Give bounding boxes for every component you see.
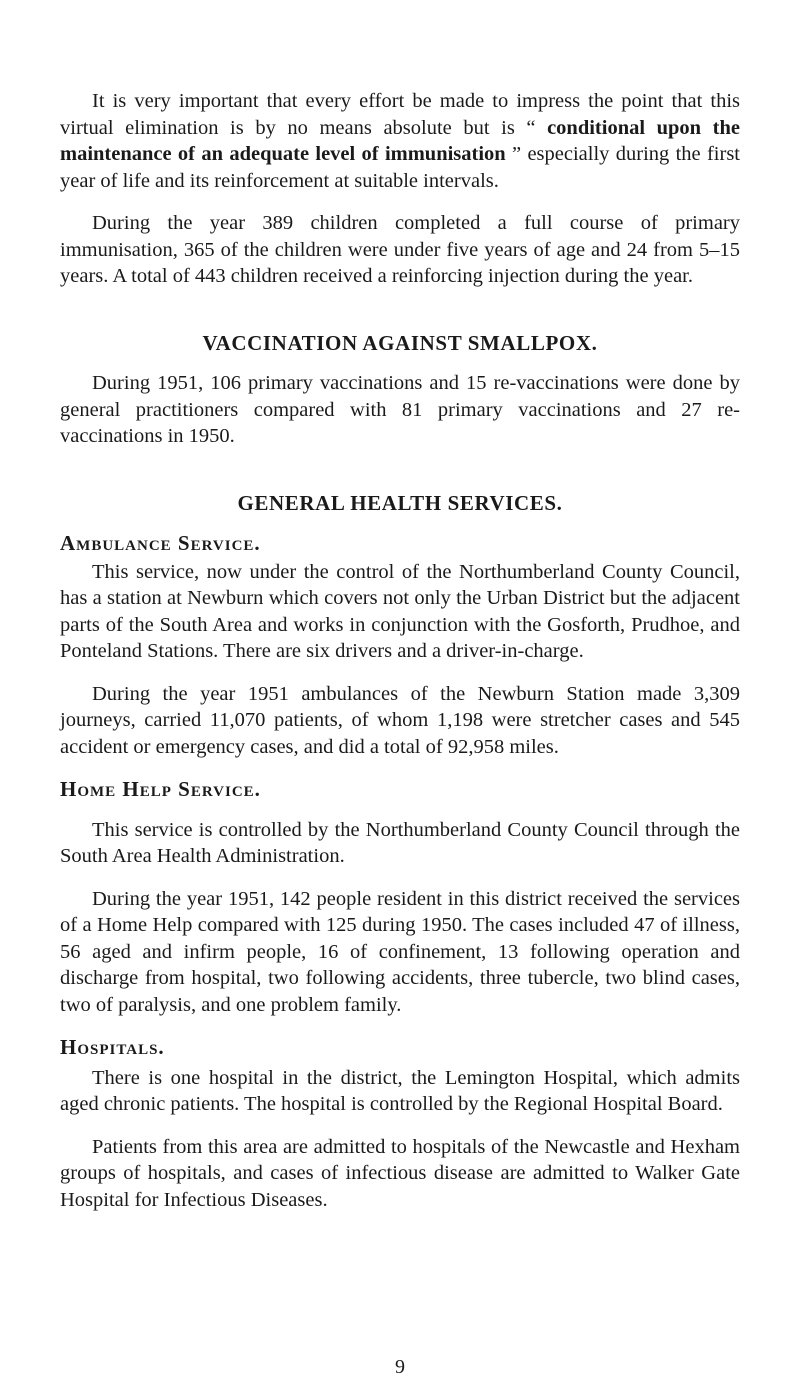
ambulance-paragraph-1: This service, now under the control of the Northumberland County Council, has a station at Newburn which covers not only the Urban District but the adjacent parts of the South Area and works in conjunction with the Gosforth, Prudhoe, and Ponteland Stations. There are six drivers and a driver-in-charge. bbox=[60, 560, 740, 662]
ambulance-paragraph-2: During the year 1951 ambulances of the Newburn Station made 3,309 journeys, carried 11,070 patients, of whom 1,198 were stretcher cases and 545 accident or emergency cases, and did a total of 92,958 miles. bbox=[60, 682, 740, 758]
page-number: 9 bbox=[395, 1356, 405, 1378]
hospitals-subheading: Hospitals. bbox=[60, 1035, 165, 1059]
immunisation-emphasis: conditional upon the maintenance of an adequate level of immunisation bbox=[60, 116, 740, 165]
home-help-subheading: Home Help Service. bbox=[60, 777, 261, 801]
smallpox-paragraph: During 1951, 106 primary vaccinations and 15 re-vaccinations were done by general practitioners compared with 81 primary vaccinations and 27 re-vaccinations in 1950. bbox=[60, 372, 740, 447]
general-health-heading: GENERAL HEALTH SERVICES. bbox=[237, 490, 563, 515]
document-page bbox=[60, 88, 740, 1213]
home-help-paragraph-1: This service is controlled by the Northumberland County Council through the South Area Health Administration. bbox=[60, 818, 740, 867]
immunisation-paragraph-1 bbox=[60, 88, 740, 194]
hospitals-paragraph-1: There is one hospital in the district, the Lemington Hospital, which admits aged chronic patients. The hospital is controlled by the Regional Hospital Board. bbox=[60, 1066, 740, 1115]
hospitals-paragraph-2: Patients from this area are admitted to hospitals of the Newcastle and Hexham groups of hospitals, and cases of infectious disease are admitted to Walker Gate Hospital for Infectious Diseases. bbox=[60, 1135, 740, 1211]
immunisation-paragraph-2: During the year 389 children completed a full course of primary immunisation, 365 of the children were under five years of age and 24 from 5–15 years. A total of 443 children received a reinforcing injection during the year. bbox=[60, 212, 740, 287]
home-help-paragraph-2: During the year 1951, 142 people resident in this district received the services of a Home Help compared with 125 during 1950. The cases included 47 of illness, 56 aged and infirm people, 16 of confinement, 13 following operation and discharge from hospital, two following accidents, three tubercle, two blind cases, two of paralysis, and one problem family. bbox=[60, 887, 740, 1016]
immunisation-text-end: ” especially during the first year of life and its reinforcement at suitable intervals. bbox=[60, 143, 740, 192]
ambulance-subheading: Ambulance Service. bbox=[60, 531, 261, 555]
immunisation-text-start: It is very important that every effort be made to impress the point that this virtual elimination is by no means absolute but is “ bbox=[60, 90, 740, 139]
smallpox-heading: VACCINATION AGAINST SMALLPOX. bbox=[202, 330, 598, 355]
